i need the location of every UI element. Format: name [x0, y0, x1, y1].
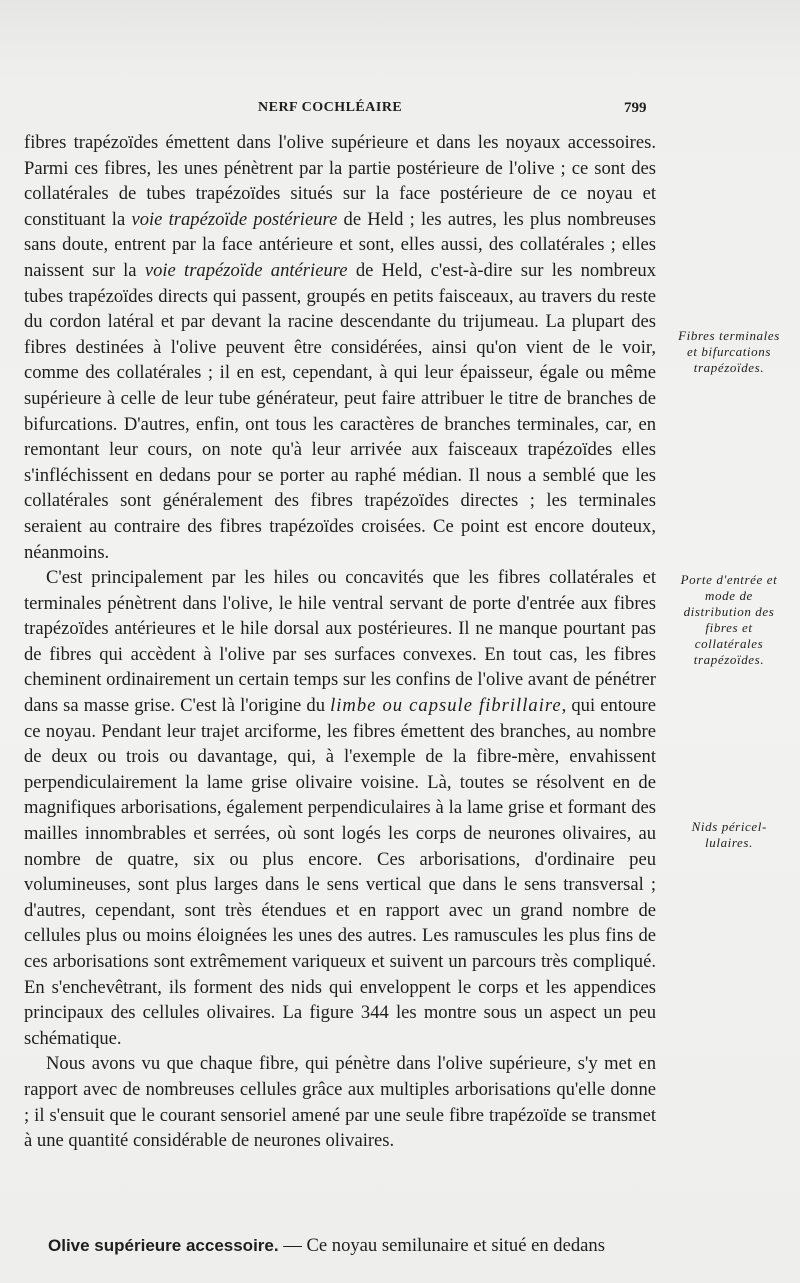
margin-note-nids: Nids péricellulaires.: [691, 819, 767, 850]
running-header: [0, 100, 800, 124]
margin-note-porte-entree: Porte d'entrée et mode de distribution des fibres et collatérales trapézoïdes.: [680, 572, 778, 667]
p1-text-e: de Held, c'est-à-dire sur les nombreux tubes trapézoïdes directs qui passent, groupés en petits faisceaux, au travers du reste du cordon latéral et par devant la racine descendante du trijumeau. La plupart des fibres destinées à l'olive peuvent être considérées, ainsi qu'on vient de le voir, comme des collatérales ; il en est, cependant, à qui leur épaisseur, égale ou même supérieure à celle de leur tube générateur, peut faire attribuer le titre de branches de bifurcations. D'autres, enfin, ont tous les caractères de branches terminales, car, en remontant leur cours, on note qu'à leur arrivée aux faisceaux trapézoïdes elles s'infléchissent en dedans pour se porter au raphé médian. Il nous a semblé que les collatérales sont généralement des fibres trapézoïdes directes ; les terminales seraient au contraire des fibres trapézoïdes croisées. Ce point est encore douteux, néanmoins.: [24, 259, 656, 563]
p1-text-c: de Held ; les autres, les plus nombreuses sans doute, entrent par la face antérieure et sont, elles aussi, des collatérales ; elles naissent sur la: [24, 208, 657, 281]
body-text: [24, 130, 656, 1154]
margin-note-fibres-terminales: Fibres terminales et bifurcations trapézoïdes.: [678, 328, 780, 375]
p1-italic-voie-anterieure: voie trapézoïde antérieure: [144, 259, 348, 281]
section-heading: Olive supérieure accessoire.: [48, 1236, 279, 1255]
p1-text-a: fibres trapézoïdes émettent dans l'olive supérieure et dans les noyaux accessoires. Parmi ces fibres, les unes pénètrent par la partie postérieure de l'olive ; ce sont des collatérales de tubes trapézoïdes situés sur la face postérieure de ce noyau et constituant la: [24, 132, 656, 230]
page-number: 799: [624, 100, 647, 116]
p1-italic-voie-posterieure: voie trapézoïde postérieure: [131, 208, 338, 230]
p2-text-a: C'est principalement par les hiles ou concavités que les fibres collatérales et terminales pénètrent dans l'olive, le hile ventral servant de porte d'entrée aux fibres trapézoïdes antérieures et le hile dorsal aux postérieures. Il ne manque pourtant pas de fibres qui accèdent à l'olive par ses surfaces convexes. En tout cas, les fibres cheminent ordinairement un certain temps sur les confins de l'olive avant de pénétrer dans sa masse grise. C'est là l'origine du: [24, 567, 656, 717]
paragraph-courant-sensoriel: Nous avons vu que chaque fibre, qui pénètre dans l'olive supérieure, s'y met en rapport avec de nombreuses cellules grâce aux multiples arborisations qu'elle donne ; il s'ensuit que le courant sensoriel amené par une seule fibre trapézoïde se transmet à une quantité considérable de neurones olivaires.: [24, 1053, 656, 1152]
section-olive-accessoire: [48, 1233, 660, 1259]
paragraph-fibres: [24, 130, 656, 565]
paragraph-hiles: [24, 565, 656, 1051]
running-title: NERF COCHLÉAIRE: [258, 100, 403, 115]
p2-italic-limbe: limbe ou capsule fibrillaire: [330, 695, 562, 717]
section-lead-text: — Ce noyau semilunaire et situé en dedans: [278, 1235, 605, 1256]
p2-text-c: , qui entoure ce noyau. Pendant leur trajet arciforme, les fibres émettent des branches, au nombre de deux ou trois ou davantage, qui, à l'exemple de la fibre-mère, envahissent perpendiculairement la lame grise olivaire voisine. Là, toutes se résolvent en de magnifiques arborisations, également perpendiculaires à la lame grise et formant des mailles innombrables et serrées, où sont logés les corps de neurones olivaires, au nombre de quatre, six ou plus encore. Ces arborisations, d'ordinaire peu volumineuses, sont plus larges dans le sens vertical que dans le sens transversal ; d'autres, cependant, sont très étendues et en rapport avec un grand nombre de cellules plus ou moins éloignées les unes des autres. Les ramuscules les plus fins de ces arborisations sont extrêmement variqueux et suivent un parcours très compliqué. En s'enchevêtrant, ils forment des nids qui enveloppent le corps et les appendices principaux des cellules olivaires. La figure 344 les montre sous un aspect un peu schématique.: [24, 695, 656, 1049]
